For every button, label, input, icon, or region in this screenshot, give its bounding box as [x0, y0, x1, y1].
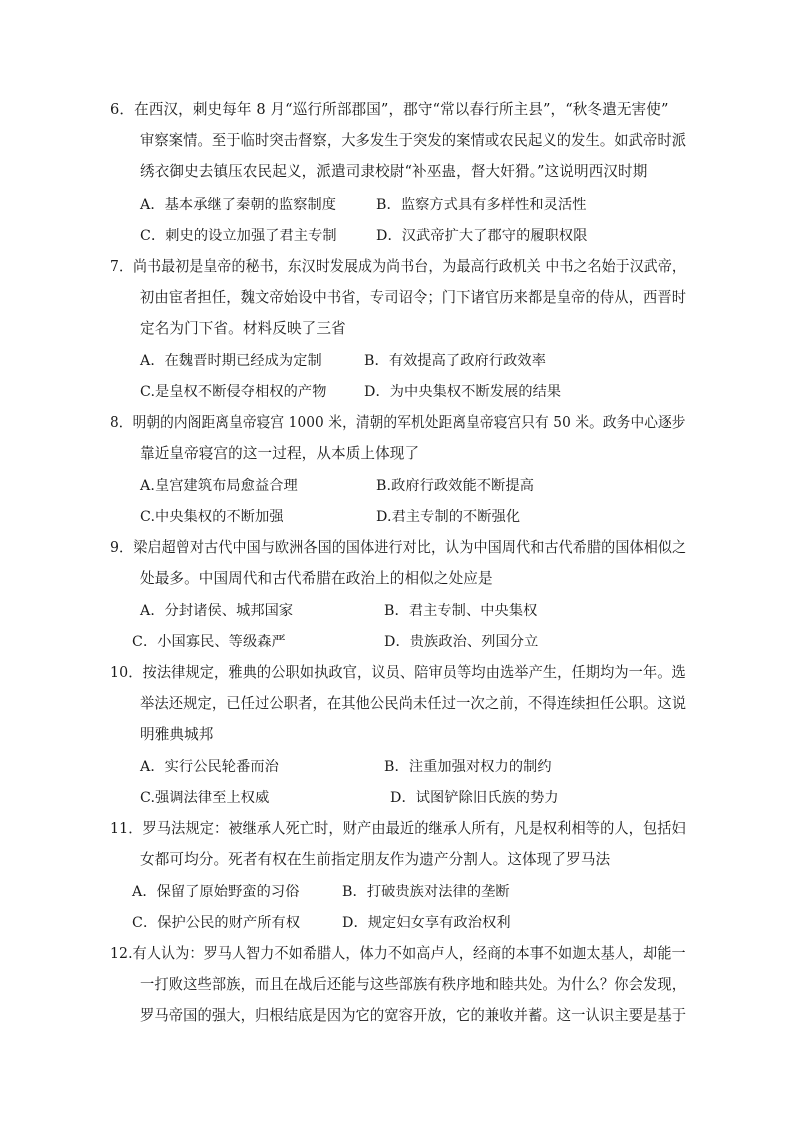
- option-a: A．在魏晋时期已经成为定制: [140, 353, 322, 369]
- option-c: C.强调法律至上权威: [140, 790, 270, 806]
- question-text-line: 12.有人认为：罗马人智力不如希腊人，体力不如高卢人，经商的本事不如迦太基人，却能一: [110, 945, 686, 962]
- option-b: B．注重加强对权力的制约: [384, 759, 552, 775]
- question-text-line: 初由宦者担任，魏文帝始设中书省，专司诏令；门下诸官历来都是皇帝的侍从，西晋时: [140, 289, 687, 306]
- option-a: A．分封诸侯、城邦国家: [140, 603, 294, 619]
- question-text-line: 罗马帝国的强大，归根结底是因为它的宽容开放，它的兼收并蓄。这一认识主要是基于: [140, 1007, 687, 1024]
- question-text-line: 6．在西汉，刺史每年 8 月“巡行所部郡国”，郡守“常以春行所主县”，“秋冬遣无害使”: [110, 101, 669, 118]
- option-c: C.中央集权的不断加强: [140, 509, 284, 525]
- option-c: C．小国寡民、等级森严: [132, 634, 286, 650]
- question-text-line: 8．明朝的内阁距离皇帝寝宫 1000 米，清朝的军机处距离皇帝寝宫只有 50 米。政务中心逐步: [110, 414, 686, 431]
- option-c: C.是皇权不断侵夺相权的产物: [140, 384, 327, 400]
- option-a: A.皇宫建筑布局愈益合理: [140, 478, 298, 494]
- option-b: B．有效提高了政府行政效率: [364, 353, 546, 369]
- option-c: C．刺史的设立加强了君主专制: [140, 228, 337, 244]
- option-d: D．贵族政治、列国分立: [384, 634, 539, 650]
- option-b: B．打破贵族对法律的垄断: [342, 884, 510, 900]
- option-d: D．为中央集权不断发展的结果: [364, 384, 562, 400]
- option-d: D.君主专制的不断强化: [376, 509, 521, 525]
- option-d: D．汉武帝扩大了郡守的履职权限: [376, 228, 588, 244]
- question-text-line: 定名为门下省。材料反映了三省: [140, 320, 346, 337]
- option-c: C．保护公民的财产所有权: [132, 915, 301, 931]
- option-d: D．规定妇女享有政治权利: [342, 915, 511, 931]
- question-text-line: 11．罗马法规定：被继承人死亡时，财产由最近的继承人所有，凡是权利相等的人，包括妇: [110, 820, 686, 837]
- question-text-line: 9．梁启超曾对古代中国与欧洲各国的国体进行对比，认为中国周代和古代希腊的国体相似之: [110, 539, 687, 556]
- question-text-line: 7．尚书最初是皇帝的秘书，东汉时发展成为尚书台，为最高行政机关 中书之名始于汉武帝，: [110, 258, 687, 275]
- option-b: B.政府行政效能不断提高: [376, 478, 535, 494]
- question-text-line: 处最多。中国周代和古代希腊在政治上的相似之处应是: [140, 570, 493, 587]
- question-text-line: 靠近皇帝寝宫的这一过程，从本质上体现了: [140, 445, 420, 462]
- question-text-line: 10．按法律规定，雅典的公职如执政官，议员、陪审员等均由选举产生，任期均为一年。选: [110, 664, 686, 681]
- option-a: A．基本承继了秦朝的监察制度: [140, 197, 337, 213]
- question-text-line: 女都可均分。死者有权在生前指定朋友作为遗产分割人。这体现了罗马法: [140, 851, 611, 868]
- option-a: A．实行公民轮番而治: [140, 759, 279, 775]
- question-text-line: 一打败这些部族，而且在战后还能与这些部族有秩序地和睦共处。为什么？你会发现，: [140, 976, 687, 993]
- question-text-line: 举法还规定，已任过公职者，在其他公民尚未任过一次之前，不得连续担任公职。这说: [140, 695, 687, 712]
- option-b: B．监察方式具有多样性和灵活性: [376, 197, 587, 213]
- question-text-line: 绣衣御史去镇压农民起义，派遣司隶校尉“补巫蛊，督大奸猾。”这说明西汉时期: [140, 163, 648, 180]
- question-text-line: 明雅典城邦: [140, 726, 214, 743]
- question-text-line: 审察案情。至于临时突击督察，大多发生于突发的案情或农民起义的发生。如武帝时派: [140, 132, 687, 149]
- option-a: A．保留了原始野蛮的习俗: [132, 884, 300, 900]
- option-b: B．君主专制、中央集权: [384, 603, 538, 619]
- option-d: D．试图铲除旧氏族的势力: [390, 790, 559, 806]
